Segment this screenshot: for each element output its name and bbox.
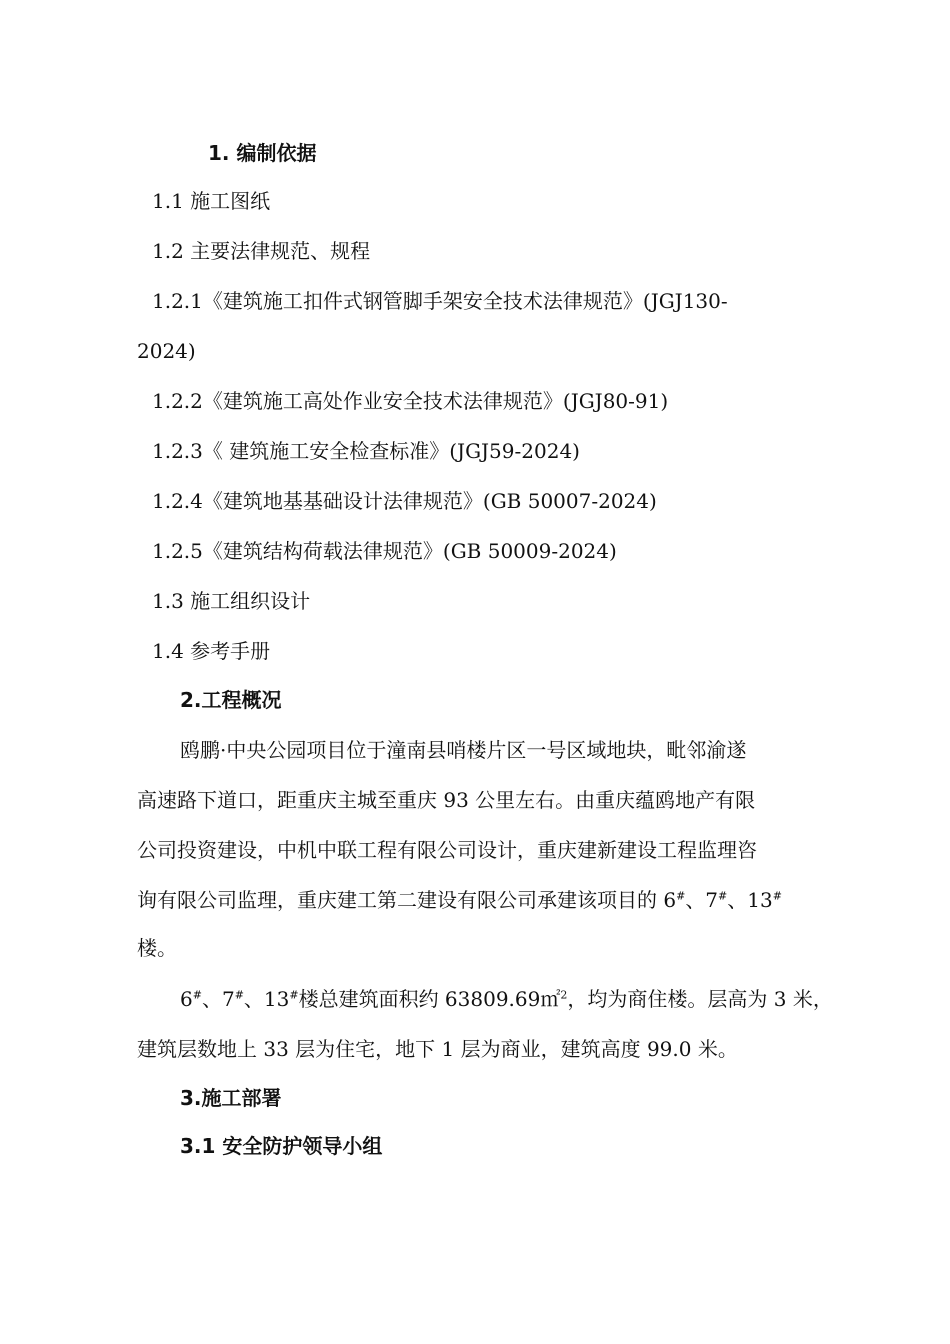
heading-1: 1. 编制依据	[208, 141, 317, 165]
para-2-line-2: 建筑层数地上 33 层为住宅，地下 1 层为商业，建筑高度 99.0 米。	[137, 1037, 738, 1061]
heading-2: 2.工程概况	[180, 688, 282, 712]
item-1-2-4: 1.2.4《建筑地基基础设计法律规范》(GB 50007-2024)	[152, 489, 657, 513]
item-3-1: 3.1 安全防护领导小组	[180, 1134, 383, 1158]
item-1-2-1: 1.2.1《建筑施工扣件式钢管脚手架安全技术法律规范》(JGJ130-	[152, 289, 728, 313]
para-1-line-5: 楼。	[137, 936, 177, 960]
item-1-2-3: 1.2.3《 建筑施工安全检查标准》(JGJ59-2024)	[152, 439, 580, 463]
item-1-2-2: 1.2.2《建筑施工高处作业安全技术法律规范》(JGJ80-91)	[152, 389, 669, 413]
para-1-line-4: 询有限公司监理，重庆建工第二建设有限公司承建该项目的 6#、7#、13#	[137, 888, 782, 912]
para-1-line-1: 鸥鹏·中央公园项目位于潼南县哨楼片区一号区域地块，毗邻渝遂	[180, 738, 747, 762]
para-1-line-2: 高速路下道口，距重庆主城至重庆 93 公里左右。由重庆蕴鸥地产有限	[137, 788, 756, 812]
para-2-line-1: 6#、7#、13#楼总建筑面积约 63809.69㎡$^2$，均为商住楼。层高为 3 米，	[180, 987, 833, 1011]
item-1-4: 1.4 参考手册	[152, 639, 271, 663]
heading-3: 3.施工部署	[180, 1086, 282, 1110]
item-1-3: 1.3 施工组织设计	[152, 589, 311, 613]
item-1-1: 1.1 施工图纸	[152, 189, 271, 213]
item-1-2: 1.2 主要法律规范、规程	[152, 239, 371, 263]
para-1-line-3: 公司投资建设，中机中联工程有限公司设计，重庆建新建设工程监理咨	[137, 838, 757, 862]
item-1-2-1-cont: 2024)	[137, 339, 196, 363]
item-1-2-5: 1.2.5《建筑结构荷载法律规范》(GB 50009-2024)	[152, 539, 617, 563]
